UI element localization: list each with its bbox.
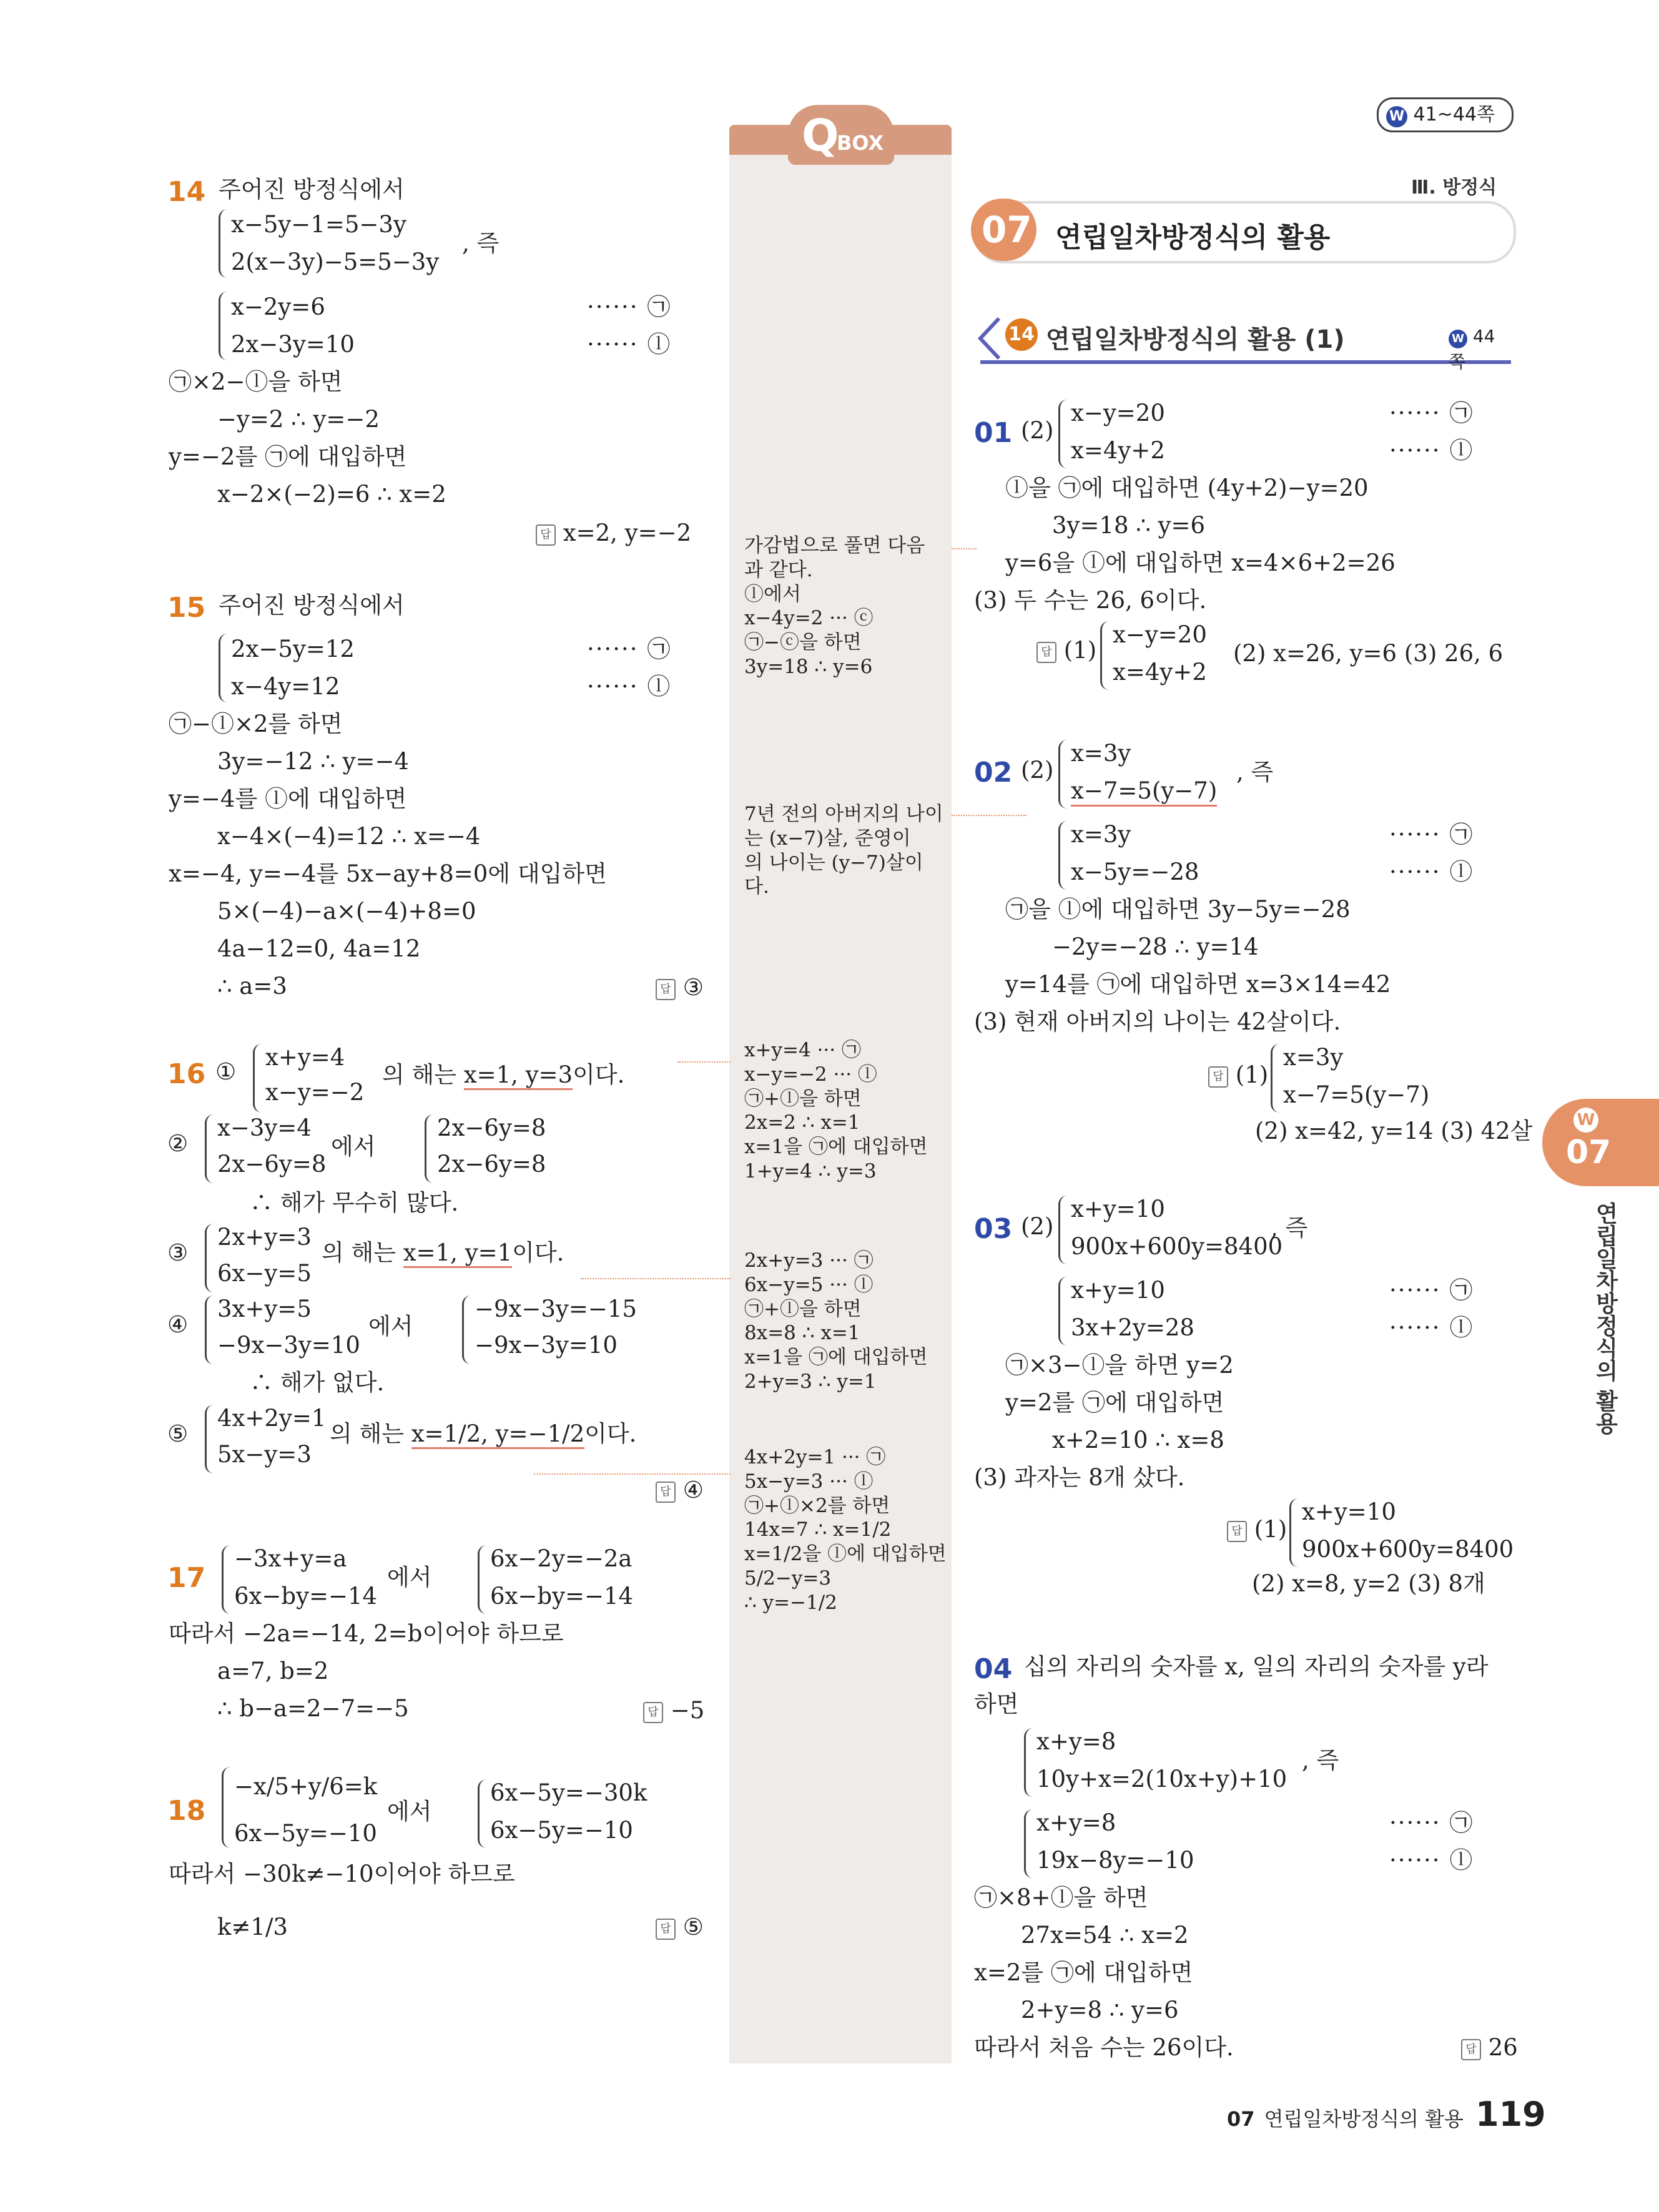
brace <box>205 1224 214 1292</box>
sub-number: (2) <box>1021 1213 1054 1240</box>
answer-text: (2) x=26, y=6 (3) 26, 6 <box>1233 640 1504 667</box>
equation: 19x−8y=−10 <box>1036 1847 1194 1874</box>
note-line: ㉠+ⓛ×2를 하면 <box>744 1494 890 1517</box>
brace <box>219 209 228 278</box>
qbox-note-3 <box>744 1038 928 1184</box>
text: 이다. <box>512 1239 564 1266</box>
equation: −3x+y=a <box>234 1545 347 1572</box>
answer-icon: 답 <box>1208 1066 1228 1088</box>
note-line: 다. <box>744 875 769 898</box>
answer-text: ⑤ <box>682 1914 704 1940</box>
answer-icon: 답 <box>1227 1521 1247 1542</box>
problem-number: 18 <box>167 1795 206 1827</box>
text: 의 해는 <box>330 1420 404 1447</box>
note-guide-line <box>952 548 977 549</box>
brace <box>425 1114 434 1183</box>
brace <box>1024 1809 1033 1878</box>
w-icon: W <box>1449 330 1467 348</box>
note-line: 는 (x−7)살, 준영이 <box>744 827 911 850</box>
text-line: 주어진 방정식에서 <box>219 176 405 203</box>
note-line: 2x=2 ∴ x=1 <box>744 1111 860 1134</box>
equation: 2(x−3y)−5=5−3y <box>231 248 440 275</box>
text: 에서 <box>387 1564 432 1591</box>
problem-number: 14 <box>167 176 206 208</box>
equation: 6x−by=−14 <box>490 1583 634 1610</box>
brace <box>1271 1044 1280 1113</box>
answer-text: (1) <box>1254 1516 1287 1543</box>
equation-label: ······ ⓛ <box>1389 858 1474 885</box>
chapter-title: 연립일차방정식의 활용 <box>1055 222 1331 253</box>
equation: x=3y <box>1071 740 1131 767</box>
text-line: (3) 과자는 8개 샀다. <box>974 1464 1185 1491</box>
text: , 즉 <box>1236 759 1274 785</box>
answer <box>656 1914 704 1941</box>
brace <box>205 1405 214 1473</box>
equation: x+y=8 <box>1036 1728 1116 1755</box>
equation: x+y=4 <box>265 1044 345 1071</box>
problem-number: 02 <box>974 757 1013 789</box>
equation: 5x−y=3 <box>217 1441 312 1468</box>
equation: −x/5+y/6=k <box>234 1773 378 1800</box>
answer <box>536 519 691 547</box>
brace <box>1058 1196 1068 1264</box>
choice-number: ③ <box>167 1239 189 1266</box>
sub-number: (2) <box>1021 757 1054 784</box>
answer <box>643 1697 704 1724</box>
brace <box>1058 1277 1068 1345</box>
footer-title: 연립일차방정식의 활용 <box>1264 2107 1464 2131</box>
note-line: ⓛ에서 <box>744 582 801 606</box>
equation: x+y=10 <box>1302 1498 1396 1525</box>
note-line: x=1을 ㉠에 대입하면 <box>744 1136 928 1158</box>
text-line: 3y=−12 ∴ y=−4 <box>217 748 410 775</box>
brace <box>1058 740 1068 809</box>
note-line: 의 나이는 (y−7)살이 <box>744 851 923 874</box>
answer-text: ④ <box>682 1477 704 1503</box>
note-line: ∴ y=−1/2 <box>744 1591 837 1614</box>
equation: x=4y+2 <box>1071 437 1165 464</box>
note-line: 가감법으로 풀면 다음 <box>744 534 925 557</box>
equation: x=4y+2 <box>1113 659 1207 686</box>
equation-label: ······ ⓛ <box>1389 1847 1474 1874</box>
text: 에서 <box>368 1313 413 1340</box>
text: 에서 <box>387 1798 432 1825</box>
brace <box>222 1545 231 1614</box>
equation-label: ······ ⓛ <box>1389 1314 1474 1341</box>
text-line: x−4×(−4)=12 ∴ x=−4 <box>217 823 481 850</box>
answer-text: (1) <box>1063 637 1097 664</box>
side-tab-label: 연립일차방정식의 활용 <box>1592 1202 1618 1435</box>
equation-label: ······ ⓛ <box>1389 437 1474 464</box>
equation: x−5y=−28 <box>1071 858 1199 885</box>
equation: , 즉 <box>462 230 500 257</box>
answer-icon: 답 <box>656 1482 676 1503</box>
text: 에서 <box>331 1133 376 1160</box>
text-line: y=14를 ㉠에 대입하면 x=3×14=42 <box>1005 971 1391 998</box>
highlighted-solution: x=1, y=1 <box>403 1239 512 1268</box>
equation: x−y=20 <box>1071 400 1165 426</box>
note-line: 3y=18 ∴ y=6 <box>744 655 873 678</box>
highlighted-solution: x=1/2, y=−1/2 <box>411 1420 584 1449</box>
text-line: ∴ 해가 무수히 많다. <box>250 1189 459 1216</box>
text: 의 해는 <box>322 1239 396 1266</box>
note-line: ㉠+ⓛ을 하면 <box>744 1087 862 1110</box>
brace <box>219 292 228 360</box>
section-ref-text: 44쪽 <box>1449 326 1495 372</box>
text-line: ∴ 해가 없다. <box>250 1369 385 1396</box>
text-line: ㉠−ⓛ×2를 하면 <box>169 710 343 737</box>
equation: x+y=10 <box>1071 1196 1165 1222</box>
choice-number: ② <box>167 1130 189 1157</box>
equation-label: ······ ㉠ <box>1389 821 1474 848</box>
answer-text: (1) <box>1235 1061 1269 1088</box>
choice-number: ④ <box>167 1311 189 1338</box>
text-line: 3y=18 ∴ y=6 <box>1052 512 1206 539</box>
answer-icon: 답 <box>1036 642 1056 663</box>
text-line: 주어진 방정식에서 <box>219 592 405 619</box>
note-line: 1+y=4 ∴ y=3 <box>744 1159 877 1182</box>
text-line: 2+y=8 ∴ y=6 <box>1021 1997 1179 2023</box>
problem-number: 04 <box>974 1653 1013 1685</box>
note-line: 14x=7 ∴ x=1/2 <box>744 1518 892 1541</box>
highlighted-solution: x=1, y=3 <box>464 1061 573 1090</box>
note-guide-line <box>677 1061 731 1063</box>
text-line: x=−4, y=−4를 5x−ay+8=0에 대입하면 <box>169 860 607 887</box>
text-line: 십의 자리의 숫자를 x, 일의 자리의 숫자를 y라 <box>1024 1653 1489 1680</box>
text-line: x−2×(−2)=6 ∴ x=2 <box>217 481 446 508</box>
equation: 900x+600y=8400 <box>1071 1233 1283 1260</box>
note-line: x−4y=2 ··· ⓒ <box>744 607 874 630</box>
text-line: y=−2를 ㉠에 대입하면 <box>169 443 407 470</box>
equation-label: ······ ㉠ <box>587 293 672 320</box>
answer <box>656 974 704 1001</box>
text-line: y=−4를 ⓛ에 대입하면 <box>169 785 407 812</box>
note-guide-line <box>534 1473 731 1475</box>
equation: 4x+2y=1 <box>217 1405 327 1432</box>
equation: 2x−6y=8 <box>437 1151 546 1177</box>
equation-label: ······ ㉠ <box>587 636 672 662</box>
problem-number: 03 <box>974 1213 1013 1245</box>
text: 이다. <box>584 1420 637 1447</box>
equation: x−2y=6 <box>231 293 325 320</box>
equation: −9x−3y=10 <box>217 1332 360 1359</box>
note-line: x+y=4 ··· ㉠ <box>744 1039 861 1061</box>
text: 이다. <box>573 1061 625 1088</box>
part-label: Ⅲ. 방정식 <box>1411 177 1497 199</box>
problem-number: 01 <box>974 417 1013 449</box>
brace <box>1289 1498 1299 1567</box>
equation-label: ······ ㉠ <box>1389 400 1474 426</box>
footer <box>1227 2095 1546 2134</box>
note-line: 과 같다. <box>744 558 813 581</box>
chapter-side-tab <box>1542 1099 1659 1186</box>
note-guide-line <box>952 815 1026 816</box>
equation: 900x+600y=8400 <box>1302 1536 1514 1563</box>
note-line: 5/2−y=3 <box>744 1566 832 1590</box>
brace <box>253 1044 262 1113</box>
section-number-badge <box>1005 318 1038 351</box>
equation: 6x−5y=−10 <box>234 1820 377 1847</box>
text-line: x=2를 ㉠에 대입하면 <box>974 1959 1193 1986</box>
equation: 2x+y=3 <box>217 1224 312 1251</box>
equation: x−y=20 <box>1113 621 1207 648</box>
text-line: 27x=54 ∴ x=2 <box>1021 1922 1189 1949</box>
answer-text: ③ <box>682 974 704 1001</box>
answer-text: (2) x=42, y=14 (3) 42살 <box>1255 1118 1533 1144</box>
text-line: k≠1/3 <box>217 1914 288 1940</box>
qbox-logo <box>788 105 894 165</box>
footer-chapter: 07 <box>1227 2107 1255 2131</box>
qbox-note-1 <box>744 534 925 679</box>
text-line: ⓛ을 ㉠에 대입하면 (4y+2)−y=20 <box>1005 474 1369 501</box>
equation: 2x−3y=10 <box>231 331 355 358</box>
brace <box>1058 400 1068 468</box>
note-line: 6x−y=5 ··· ⓛ <box>744 1273 874 1296</box>
text-line: 하면 <box>974 1691 1019 1718</box>
equation: 6x−5y=−30k <box>490 1779 647 1806</box>
note-line: ㉠−ⓒ을 하면 <box>744 631 862 654</box>
brace <box>219 634 228 702</box>
note-line: x=1/2을 ⓛ에 대입하면 <box>744 1543 947 1565</box>
w-icon: W <box>1386 106 1407 127</box>
equation: x−4y=12 <box>231 673 340 700</box>
brace <box>478 1545 487 1614</box>
text-line: y=6을 ⓛ에 대입하면 x=4×6+2=26 <box>1005 549 1396 576</box>
answer <box>1208 1061 1268 1089</box>
brace <box>478 1779 487 1848</box>
answer <box>1461 2034 1518 2062</box>
text-line: 5×(−4)−a×(−4)+8=0 <box>217 898 476 925</box>
section-number: 14 <box>1008 323 1035 345</box>
choice-number: ⑤ <box>167 1420 189 1447</box>
text-line: ∴ a=3 <box>217 973 287 1000</box>
equation-label: ······ ㉠ <box>1389 1809 1474 1836</box>
answer <box>1036 637 1096 664</box>
brace <box>1024 1728 1033 1797</box>
note-line: 2+y=3 ∴ y=1 <box>744 1370 877 1393</box>
answer-text: −5 <box>670 1697 705 1724</box>
brace <box>462 1295 471 1364</box>
brace <box>205 1295 214 1364</box>
note-line: 7년 전의 아버지의 나이 <box>744 803 943 825</box>
text-line: 따라서 처음 수는 26이다. <box>974 2034 1234 2061</box>
qbox-note-5 <box>744 1445 947 1615</box>
equation: 2x−6y=8 <box>437 1114 546 1141</box>
text-line: x+2=10 ∴ x=8 <box>1052 1427 1224 1453</box>
note-guide-line <box>581 1278 731 1279</box>
brace <box>205 1114 214 1183</box>
equation: −9x−3y=10 <box>475 1332 618 1359</box>
equation: 2x−6y=8 <box>217 1151 327 1177</box>
note-line: x−y=−2 ··· ⓛ <box>744 1063 877 1086</box>
section-header <box>974 312 1511 372</box>
text: 의 해는 <box>382 1061 456 1088</box>
equation: 6x−by=−14 <box>234 1583 378 1610</box>
solution-line <box>330 1420 636 1448</box>
note-line: 2x+y=3 ··· ㉠ <box>744 1249 874 1272</box>
equation-label: ······ ⓛ <box>587 331 672 358</box>
text-line: ㉠×3−ⓛ을 하면 y=2 <box>1005 1352 1234 1379</box>
text-line: (3) 현재 아버지의 나이는 42살이다. <box>974 1008 1341 1035</box>
text-line: a=7, b=2 <box>217 1658 329 1684</box>
problem-number: 16 <box>167 1058 206 1090</box>
problem-number: 17 <box>167 1562 206 1594</box>
section-ref <box>1449 326 1511 373</box>
equation: x+y=8 <box>1036 1809 1116 1836</box>
note-line: x=1을 ㉠에 대입하면 <box>744 1346 928 1369</box>
answer-text: 26 <box>1488 2034 1518 2061</box>
problem-number: 15 <box>167 592 206 624</box>
equation: 3x+2y=28 <box>1071 1314 1194 1341</box>
equation: x−y=−2 <box>265 1079 365 1106</box>
text: , 즉 <box>1302 1747 1339 1774</box>
text-line: −y=2 ∴ y=−2 <box>217 406 380 433</box>
text-line: ㉠×8+ⓛ을 하면 <box>974 1884 1148 1911</box>
chapter-number: 07 <box>982 209 1032 251</box>
answer-icon: 답 <box>643 1702 663 1723</box>
note-line: 5x−y=3 ··· ⓛ <box>744 1470 874 1493</box>
workbook-ref: 41~44쪽 <box>1413 104 1495 125</box>
equation: 2x−5y=12 <box>231 636 355 662</box>
equation: −9x−3y=−15 <box>475 1295 637 1322</box>
equation: x=3y <box>1071 821 1131 848</box>
qbox-note-4 <box>744 1249 928 1394</box>
answer-text: x=2, y=−2 <box>563 519 692 546</box>
w-icon: W <box>1573 1108 1598 1133</box>
text-line: ㉠을 ⓛ에 대입하면 3y−5y=−28 <box>1005 896 1351 923</box>
equation: 6x−2y=−2a <box>490 1545 633 1572</box>
qbox-note-2 <box>744 802 943 899</box>
answer-icon: 답 <box>656 1919 676 1940</box>
text-line: (3) 두 수는 26, 6이다. <box>974 587 1207 614</box>
equation: 10y+x=2(10x+y)+10 <box>1036 1766 1287 1792</box>
brace <box>1100 621 1110 690</box>
text-line: −2y=−28 ∴ y=14 <box>1052 933 1259 960</box>
equation: x−7=5(y−7) <box>1071 777 1217 807</box>
answer-icon: 답 <box>536 524 556 546</box>
note-line: 8x=8 ∴ x=1 <box>744 1322 860 1345</box>
text-line: ∴ b−a=2−7=−5 <box>217 1695 409 1722</box>
answer <box>1227 1516 1287 1543</box>
sub-number: (2) <box>1021 417 1054 444</box>
note-line: ㉠+ⓛ을 하면 <box>744 1297 862 1320</box>
equation-label: ······ ⓛ <box>587 673 672 700</box>
equation: 6x−5y=−10 <box>490 1817 633 1844</box>
text-line: y=2를 ㉠에 대입하면 <box>1005 1389 1224 1416</box>
answer-icon: 답 <box>1461 2039 1481 2060</box>
choice-number: ① <box>215 1058 237 1085</box>
answer-text: (2) x=8, y=2 (3) 8개 <box>1252 1570 1485 1597</box>
solution-line <box>382 1061 624 1089</box>
brace <box>1058 821 1068 890</box>
side-tab-number: 07 <box>1566 1134 1612 1171</box>
equation: x+y=10 <box>1071 1277 1165 1304</box>
solution-line <box>322 1239 564 1267</box>
text-line: 4a−12=0, 4a=12 <box>217 935 421 962</box>
equation: x−5y−1=5−3y <box>231 211 406 238</box>
note-line: 4x+2y=1 ··· ㉠ <box>744 1446 886 1468</box>
workbook-ref-badge <box>1377 97 1514 132</box>
answer-icon: 답 <box>656 979 676 1000</box>
equation: x−7=5(y−7) <box>1283 1081 1430 1108</box>
equation-label: ······ ㉠ <box>1389 1277 1474 1304</box>
page-number: 119 <box>1475 2095 1546 2134</box>
answer <box>656 1477 704 1504</box>
section-title: 연립일차방정식의 활용 (1) <box>1046 325 1345 354</box>
equation: 3x+y=5 <box>217 1295 312 1322</box>
text: , 즉 <box>1271 1214 1308 1241</box>
equation: x−3y=4 <box>217 1114 312 1141</box>
equation: 6x−y=5 <box>217 1260 312 1287</box>
text-line: 따라서 −2a=−14, 2=b이어야 하므로 <box>169 1620 564 1647</box>
qbox-subtitle: BOX <box>837 131 884 155</box>
brace <box>222 1767 231 1848</box>
equation: x=3y <box>1283 1044 1344 1071</box>
text-line: 따라서 −30k≠−10이어야 하므로 <box>169 1861 515 1887</box>
qbox-title: Q <box>802 110 839 161</box>
text-line: ㉠×2−ⓛ을 하면 <box>169 368 343 395</box>
